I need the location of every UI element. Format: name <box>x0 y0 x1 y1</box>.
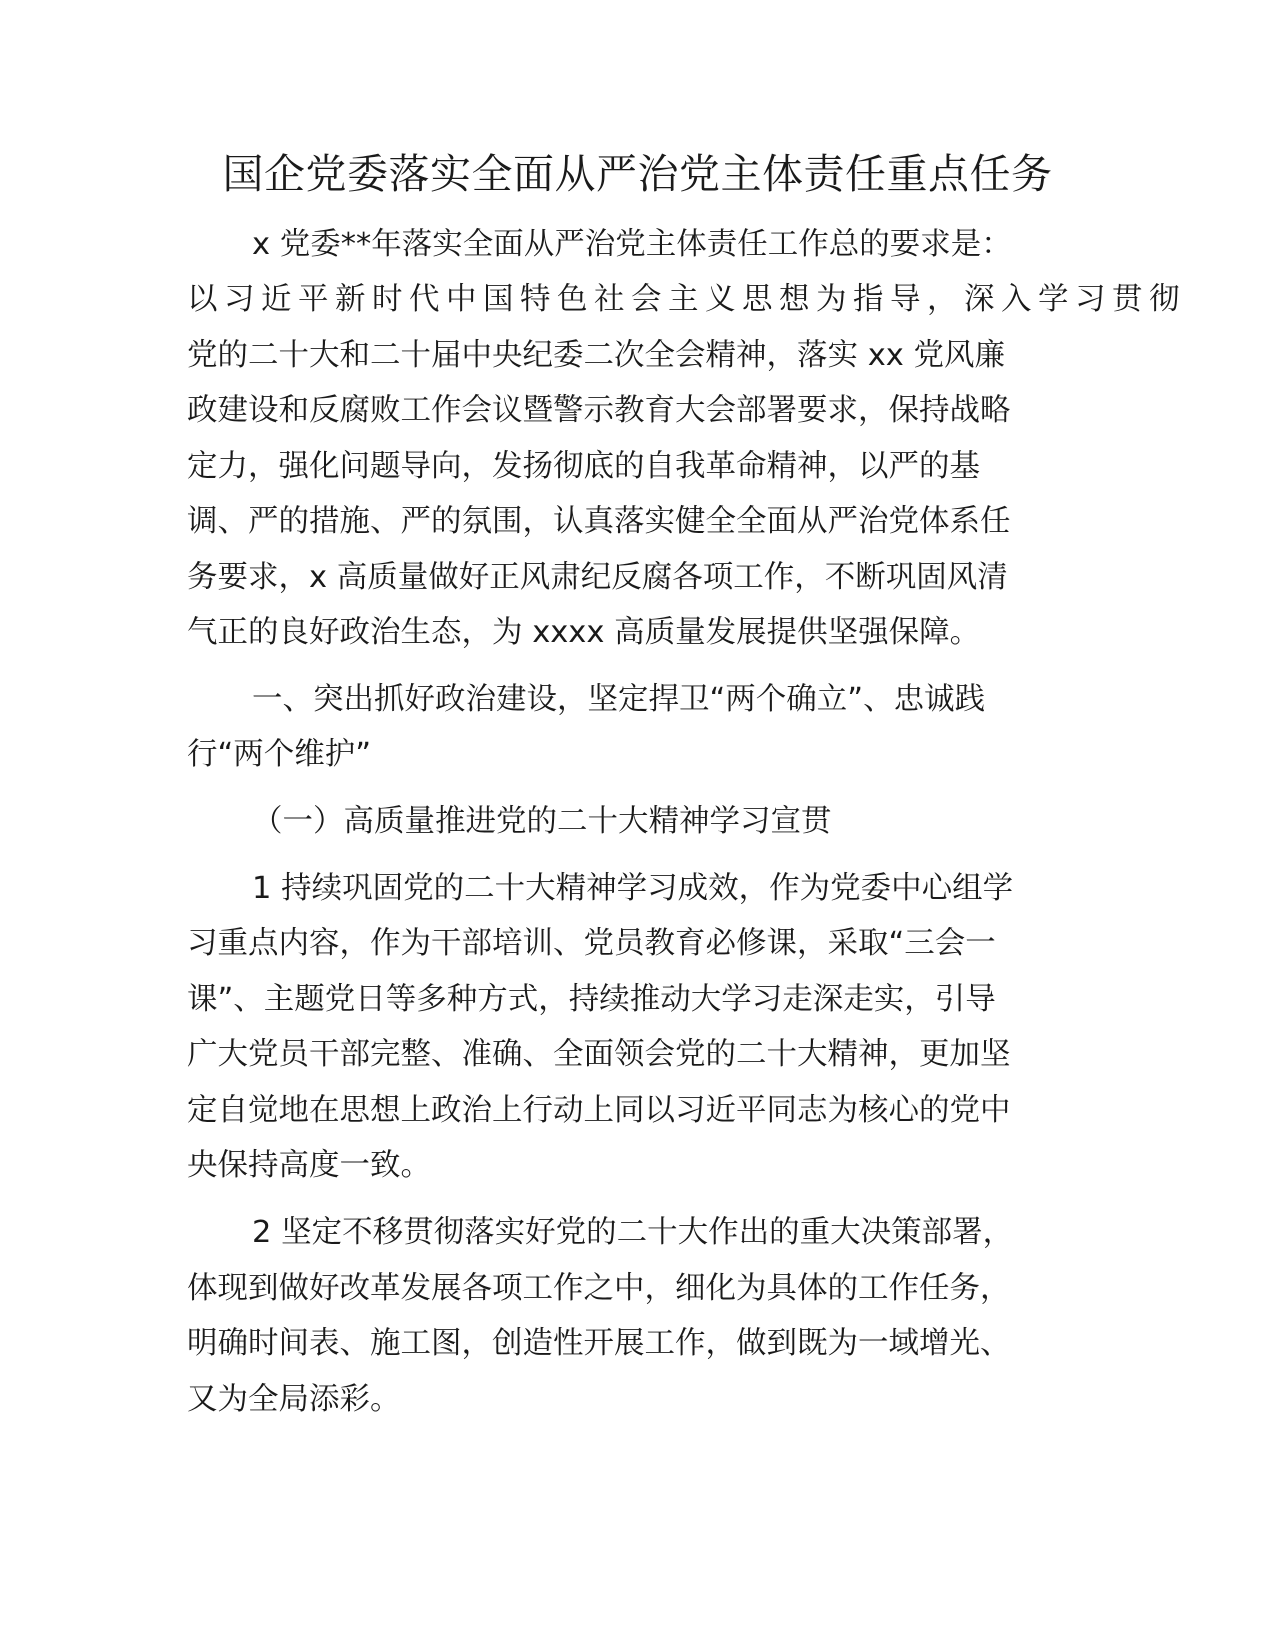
paragraph-line: 党的二十大和二十届中央纪委二次全会精神，落实 xx 党风廉 <box>187 338 1005 373</box>
paragraph-line: 务要求，x 高质量做好正风肃纪反腐各项工作，不断巩固风清 <box>187 560 1008 595</box>
document-title: 国企党委落实全面从严治党主体责任重点任务 <box>222 150 1053 198</box>
paragraph-line: 央保持高度一致。 <box>187 1148 431 1183</box>
paragraph-line: 广大党员干部完整、准确、全面领会党的二十大精神，更加坚 <box>187 1037 1011 1072</box>
paragraph-line: 定力，强化问题导向，发扬彻底的自我革命精神，以严的基 <box>187 449 980 484</box>
paragraph-line: 习重点内容，作为干部培训、党员教育必修课，采取“三会一 <box>187 926 996 961</box>
paragraph-line: 1 持续巩固党的二十大精神学习成效，作为党委中心组学 <box>252 871 1014 906</box>
subsection-heading: （一）高质量推进党的二十大精神学习宣贯 <box>252 804 832 839</box>
section-heading-line: 行“两个维护” <box>187 737 372 772</box>
paragraph-line: 调、严的措施、严的氛围，认真落实健全全面从严治党体系任 <box>187 504 1011 539</box>
paragraph-line: 气正的良好政治生态，为 xxxx 高质量发展提供坚强保障。 <box>187 615 981 650</box>
paragraph-line: 政建设和反腐败工作会议暨警示教育大会部署要求，保持战略 <box>187 393 1011 428</box>
paragraph-line: 定自觉地在思想上政治上行动上同以习近平同志为核心的党中 <box>187 1093 1011 1128</box>
paragraph-line: 又为全局添彩。 <box>187 1382 401 1417</box>
paragraph-line: 明确时间表、施工图，创造性开展工作，做到既为一域增光、 <box>187 1326 1011 1361</box>
paragraph-line: 体现到做好改革发展各项工作之中，细化为具体的工作任务， <box>187 1271 1011 1306</box>
paragraph-line: 课”、主题党日等多种方式，持续推动大学习走深走实，引导 <box>187 982 996 1017</box>
paragraph-line: 以习近平新时代中国特色社会主义思想为指导，深入学习贯彻 <box>187 282 1186 317</box>
paragraph-line: x 党委**年落实全面从严治党主体责任工作总的要求是： <box>252 227 1012 262</box>
paragraph-line: 2 坚定不移贯彻落实好党的二十大作出的重大决策部署， <box>252 1215 1014 1250</box>
section-heading-line: 一、突出抓好政治建设，坚定捍卫“两个确立”、忠诚践 <box>252 682 986 717</box>
